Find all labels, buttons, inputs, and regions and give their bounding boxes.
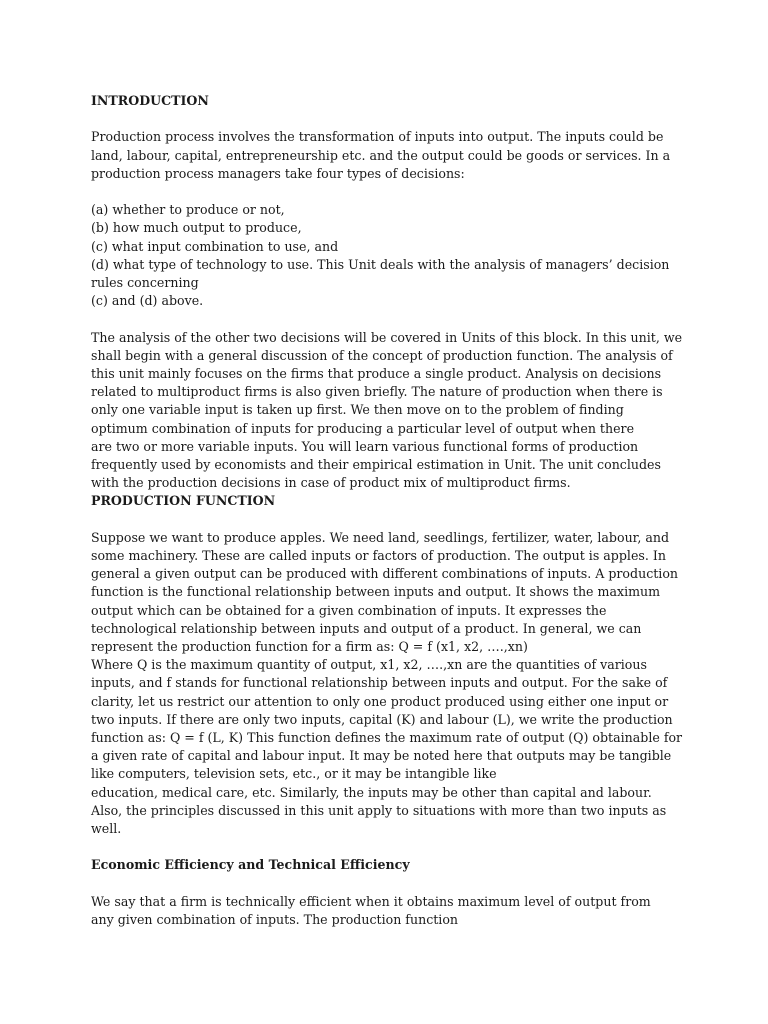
decision-item: rules concerning (91, 275, 199, 290)
intro-paragraph-1: Production process involves the transformation of inputs into output. The inputs could be land, labour, capital, entrepreneurship etc. and the output could be goods or services. In a production process managers take four types of decisions: (91, 129, 671, 181)
decision-item: (c) what input combination to use, and (91, 238, 339, 254)
document-page (91, 92, 691, 929)
heading-economic-efficiency: Economic Efficiency and Technical Efficiency (91, 857, 410, 873)
efficiency-paragraph: We say that a firm is technically efficient when it obtains maximum level of output from any given combination of inputs. The production function (91, 893, 651, 928)
decision-item: (b) how much output to produce, (91, 220, 302, 236)
decision-item: (d) what type of technology to use. This Unit deals with the analysis of managers’ decision (91, 256, 670, 272)
decision-item: (c) and (d) above. (91, 293, 204, 309)
intro-paragraph-2: The analysis of the other two decisions will be covered in Units of this block. In this unit, we shall begin with a general discussion of the concept of production function. The analysis of this unit mainly focuses on the firms that produce a single product. Analysis on decisions related to multiproduct firms is also given briefly. The nature of production when there is only one variable input is taken up first. We then move on to the problem of finding optimum combination of inputs for producing a particular level of output when there are two or more variable inputs. You will learn various functional forms of production frequently used by economists and their empirical estimation in Unit. The unit concludes with the production decisions in case of product mix of multiproduct firms. (91, 329, 683, 491)
heading-production-function: PRODUCTION FUNCTION (91, 493, 276, 509)
decision-list (91, 201, 691, 310)
decision-item: (a) whether to produce or not, (91, 202, 285, 218)
production-function-paragraph: Suppose we want to produce apples. We need land, seedlings, fertilizer, water, labour, and some machinery. These are called inputs or factors of production. The output is apples. In general a given output can be produced with different combinations of inputs. A production function is the functional relationship between inputs and output. It shows the maximum output which can be obtained for a given combination of inputs. It expresses the technological relationship between inputs and output of a product. In general, we can represent the production function for a firm as: Q = f (x1, x2, ….,xn) Where Q is the maximum quantity of output, x1, x2, ….,xn are the quantities of various inputs, and f stands for functional relationship between inputs and output. For the sake of clarity, let us restrict our attention to only one product produced using either one input or two inputs. If there are only two inputs, capital (K) and labour (L), we write the production function as: Q = f (L, K) This function defines the maximum rate of output (Q) obtainable for a given rate of capital and labour input. It may be noted here that outputs may be tangible like computers, television sets, etc., or it may be intangible like education, medical care, etc. Similarly, the inputs may be other than capital and labour. Also, the principles discussed in this unit apply to situations with more than two inputs as well. (91, 529, 683, 837)
heading-introduction: INTRODUCTION (91, 93, 209, 108)
